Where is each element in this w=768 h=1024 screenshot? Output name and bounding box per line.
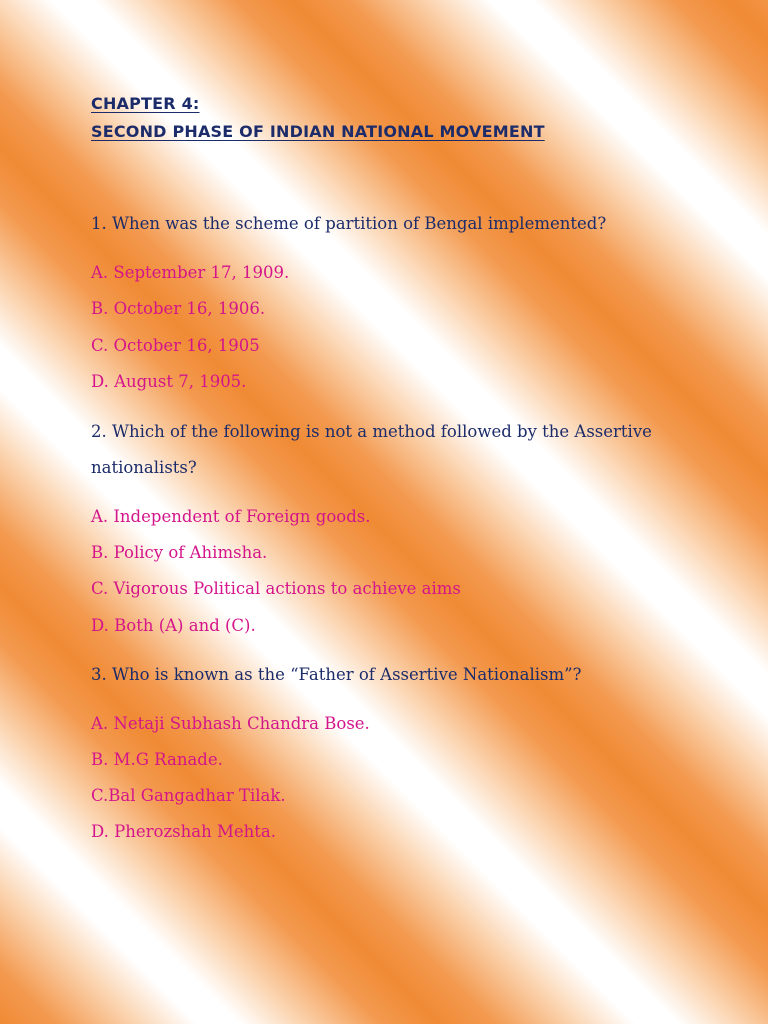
question-2-line-2: nationalists? [91,458,197,477]
question-3-option-c: C.Bal Gangadhar Tilak. [91,786,286,805]
question-2-option-b: B. Policy of Ahimsha. [91,543,268,562]
question-1-option-b: B. October 16, 1906. [91,299,266,318]
question-2-option-c: C. Vigorous Political actions to achieve aims [91,579,461,598]
question-2-option-a: A. Independent of Foreign goods. [91,507,371,526]
question-2-option-d: D. Both (A) and (C). [91,616,256,635]
question-1-option-c: C. October 16, 1905 [91,336,260,355]
question-1: 1. When was the scheme of partition of Bengal implemented? [91,214,607,233]
question-3-option-b: B. M.G Ranade. [91,750,223,769]
question-2-line-1: 2. Which of the following is not a method followed by the Assertive [91,422,652,441]
question-3: 3. Who is known as the “Father of Assertive Nationalism”? [91,665,582,684]
question-3-option-a: A. Netaji Subhash Chandra Bose. [91,714,370,733]
chapter-label: CHAPTER 4: [91,94,200,113]
question-3-option-d: D. Pherozshah Mehta. [91,822,276,841]
chapter-title: SECOND PHASE OF INDIAN NATIONAL MOVEMENT [91,122,545,141]
question-1-option-a: A. September 17, 1909. [91,263,290,282]
question-1-option-d: D. August 7, 1905. [91,372,247,391]
